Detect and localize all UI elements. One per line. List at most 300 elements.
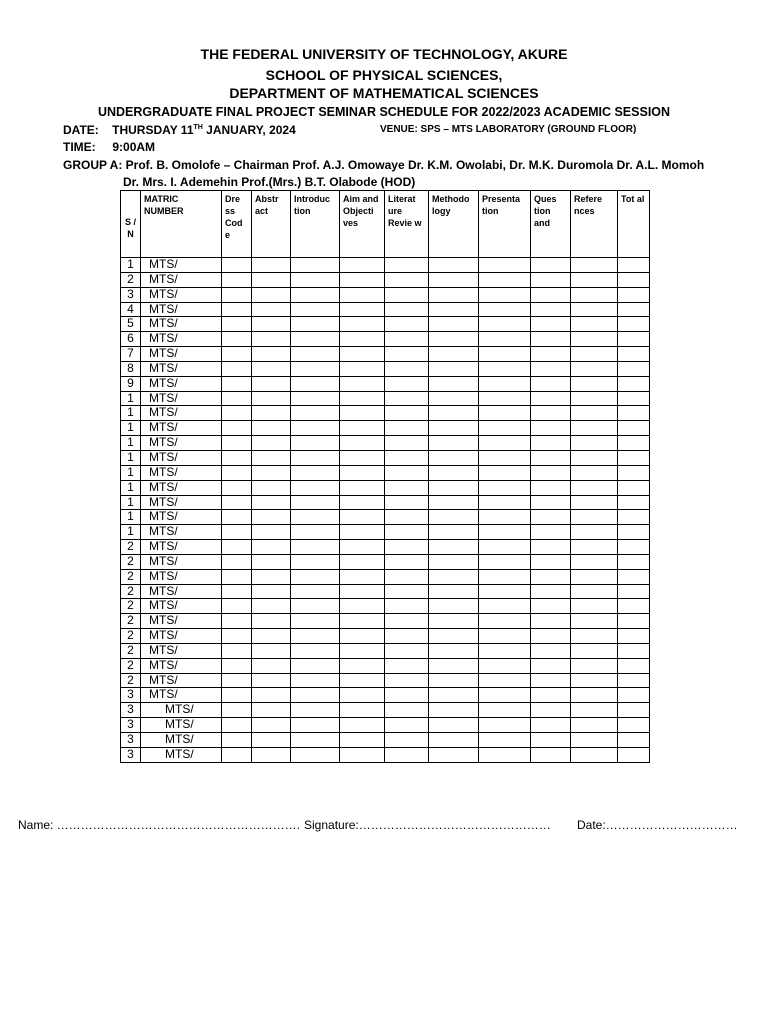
score-cell: [429, 673, 479, 688]
serial-number-cell: 1: [121, 421, 141, 436]
score-cell: [479, 480, 531, 495]
score-cell: [252, 733, 291, 748]
table-row: [121, 480, 650, 495]
score-cell: [252, 525, 291, 540]
score-cell: [252, 287, 291, 302]
score-cell: [340, 718, 385, 733]
score-cell: [222, 495, 252, 510]
score-cell: [429, 733, 479, 748]
venue: VENUE: SPS – MTS LABORATORY (GROUND FLOOR): [380, 124, 637, 135]
score-cell: [222, 391, 252, 406]
score-cell: [479, 406, 531, 421]
column-header: Tot al: [618, 191, 650, 258]
score-cell: [531, 332, 571, 347]
score-cell: [429, 287, 479, 302]
score-cell: [291, 450, 340, 465]
score-cell: [385, 510, 429, 525]
score-cell: [479, 525, 531, 540]
score-cell: [479, 747, 531, 762]
score-cell: [531, 747, 571, 762]
score-cell: [252, 569, 291, 584]
score-cell: [340, 525, 385, 540]
serial-number-cell: 2: [121, 643, 141, 658]
score-cell: [385, 614, 429, 629]
score-cell: [222, 658, 252, 673]
score-cell: [531, 584, 571, 599]
table-row: [121, 540, 650, 555]
column-header: Abstr act: [252, 191, 291, 258]
score-cell: [340, 703, 385, 718]
serial-number-cell: 2: [121, 614, 141, 629]
column-header: Presenta tion: [479, 191, 531, 258]
serial-number-cell: 1: [121, 495, 141, 510]
table-row: [121, 495, 650, 510]
score-cell: [291, 688, 340, 703]
serial-number-cell: 1: [121, 258, 141, 273]
matric-number-cell: MTS/: [141, 465, 222, 480]
score-cell: [429, 361, 479, 376]
column-header: Dre ss Cod e: [222, 191, 252, 258]
score-cell: [222, 332, 252, 347]
score-cell: [385, 391, 429, 406]
matric-number-cell: MTS/: [141, 450, 222, 465]
score-cell: [291, 391, 340, 406]
column-header: Aim and Objecti ves: [340, 191, 385, 258]
score-cell: [252, 614, 291, 629]
score-cell: [222, 554, 252, 569]
table-row: [121, 406, 650, 421]
matric-number-cell: MTS/: [141, 688, 222, 703]
score-cell: [618, 361, 650, 376]
score-cell: [291, 569, 340, 584]
score-cell: [385, 287, 429, 302]
score-cell: [252, 465, 291, 480]
score-cell: [222, 450, 252, 465]
matric-number-cell: MTS/: [141, 525, 222, 540]
column-header: Introduc tion: [291, 191, 340, 258]
serial-number-cell: 5: [121, 317, 141, 332]
score-cell: [340, 584, 385, 599]
score-cell: [291, 614, 340, 629]
score-cell: [252, 406, 291, 421]
column-header: Methodo logy: [429, 191, 479, 258]
serial-number-cell: 2: [121, 658, 141, 673]
score-cell: [429, 569, 479, 584]
matric-number-cell: MTS/: [141, 554, 222, 569]
score-cell: [479, 347, 531, 362]
score-cell: [618, 747, 650, 762]
score-cell: [571, 302, 618, 317]
score-cell: [531, 347, 571, 362]
school-title: SCHOOL OF PHYSICAL SCIENCES,: [265, 67, 503, 83]
score-cell: [531, 376, 571, 391]
score-cell: [618, 332, 650, 347]
serial-number-cell: 7: [121, 347, 141, 362]
score-cell: [291, 629, 340, 644]
score-cell: [291, 718, 340, 733]
score-cell: [618, 733, 650, 748]
score-cell: [222, 747, 252, 762]
score-cell: [571, 258, 618, 273]
score-cell: [222, 673, 252, 688]
score-cell: [291, 510, 340, 525]
score-cell: [618, 584, 650, 599]
score-cell: [571, 376, 618, 391]
score-cell: [385, 747, 429, 762]
score-cell: [429, 347, 479, 362]
score-cell: [252, 495, 291, 510]
score-cell: [618, 525, 650, 540]
score-cell: [385, 332, 429, 347]
score-cell: [222, 436, 252, 451]
score-cell: [385, 733, 429, 748]
score-cell: [531, 569, 571, 584]
matric-number-cell: MTS/: [141, 599, 222, 614]
score-cell: [385, 436, 429, 451]
score-cell: [531, 258, 571, 273]
score-cell: [479, 599, 531, 614]
table-row: [121, 347, 650, 362]
score-cell: [222, 733, 252, 748]
score-cell: [385, 643, 429, 658]
score-cell: [571, 287, 618, 302]
matric-number-cell: MTS/: [141, 347, 222, 362]
matric-number-cell: MTS/: [141, 733, 222, 748]
time-value: 9:00AM: [112, 140, 156, 154]
score-cell: [291, 658, 340, 673]
table-header-row: [121, 191, 650, 258]
score-cell: [340, 406, 385, 421]
table-row: [121, 599, 650, 614]
score-cell: [385, 406, 429, 421]
score-cell: [618, 688, 650, 703]
score-cell: [340, 347, 385, 362]
score-cell: [618, 406, 650, 421]
score-cell: [571, 599, 618, 614]
score-cell: [252, 510, 291, 525]
score-cell: [618, 302, 650, 317]
score-cell: [479, 421, 531, 436]
column-header: Refere nces: [571, 191, 618, 258]
matric-number-cell: MTS/: [141, 391, 222, 406]
score-cell: [618, 540, 650, 555]
score-cell: [571, 569, 618, 584]
score-cell: [291, 540, 340, 555]
score-cell: [252, 258, 291, 273]
time-label: TIME:: [63, 140, 96, 154]
score-cell: [618, 287, 650, 302]
table-row: [121, 554, 650, 569]
score-cell: [291, 599, 340, 614]
score-cell: [222, 421, 252, 436]
score-cell: [531, 465, 571, 480]
score-cell: [531, 614, 571, 629]
score-cell: [429, 614, 479, 629]
serial-number-cell: 2: [121, 584, 141, 599]
score-cell: [385, 629, 429, 644]
score-cell: [385, 658, 429, 673]
score-cell: [571, 525, 618, 540]
score-cell: [291, 272, 340, 287]
score-cell: [571, 614, 618, 629]
table-row: [121, 718, 650, 733]
score-cell: [571, 554, 618, 569]
score-cell: [479, 465, 531, 480]
score-cell: [222, 406, 252, 421]
serial-number-cell: 3: [121, 718, 141, 733]
score-cell: [252, 421, 291, 436]
score-cell: [479, 450, 531, 465]
group-panel-line1: GROUP A: Prof. B. Omolofe – Chairman Prof. A.J. Omowaye Dr. K.M. Owolabi, Dr. M.K. Duromola Dr. A.L. Momoh: [63, 158, 705, 172]
score-cell: [222, 317, 252, 332]
serial-number-cell: 2: [121, 599, 141, 614]
score-cell: [571, 718, 618, 733]
score-cell: [429, 495, 479, 510]
serial-number-cell: 1: [121, 510, 141, 525]
score-cell: [571, 540, 618, 555]
score-cell: [571, 332, 618, 347]
score-cell: [222, 465, 252, 480]
score-cell: [618, 629, 650, 644]
score-cell: [531, 450, 571, 465]
score-cell: [385, 258, 429, 273]
score-cell: [222, 629, 252, 644]
score-cell: [618, 718, 650, 733]
group-panel-line2: Dr. Mrs. I. Ademehin Prof.(Mrs.) B.T. Olabode (HOD): [123, 175, 416, 189]
matric-number-cell: MTS/: [141, 258, 222, 273]
matric-number-cell: MTS/: [141, 317, 222, 332]
score-cell: [429, 450, 479, 465]
score-cell: [291, 302, 340, 317]
matric-number-cell: MTS/: [141, 747, 222, 762]
score-cell: [531, 436, 571, 451]
score-cell: [385, 569, 429, 584]
score-cell: [340, 629, 385, 644]
table-row: [121, 525, 650, 540]
score-cell: [385, 540, 429, 555]
score-cell: [479, 510, 531, 525]
score-cell: [340, 480, 385, 495]
score-cell: [429, 465, 479, 480]
score-cell: [340, 272, 385, 287]
score-cell: [618, 376, 650, 391]
score-cell: [618, 673, 650, 688]
table-row: [121, 614, 650, 629]
score-cell: [385, 554, 429, 569]
matric-number-cell: MTS/: [141, 495, 222, 510]
score-cell: [618, 347, 650, 362]
score-cell: [340, 302, 385, 317]
score-cell: [531, 495, 571, 510]
score-cell: [291, 480, 340, 495]
score-cell: [429, 643, 479, 658]
score-cell: [291, 673, 340, 688]
score-cell: [571, 658, 618, 673]
score-cell: [531, 599, 571, 614]
score-cell: [571, 584, 618, 599]
score-cell: [385, 302, 429, 317]
score-cell: [252, 272, 291, 287]
score-cell: [479, 302, 531, 317]
university-title: THE FEDERAL UNIVERSITY OF TECHNOLOGY, AKURE: [200, 46, 568, 62]
score-cell: [429, 302, 479, 317]
serial-number-cell: 8: [121, 361, 141, 376]
score-cell: [531, 525, 571, 540]
score-cell: [340, 361, 385, 376]
score-cell: [252, 361, 291, 376]
score-cell: [385, 347, 429, 362]
serial-number-cell: 1: [121, 436, 141, 451]
score-cell: [385, 480, 429, 495]
score-cell: [340, 599, 385, 614]
score-cell: [531, 317, 571, 332]
score-cell: [252, 347, 291, 362]
score-cell: [429, 272, 479, 287]
score-cell: [429, 258, 479, 273]
score-cell: [291, 317, 340, 332]
score-cell: [479, 703, 531, 718]
score-cell: [385, 584, 429, 599]
table-row: [121, 258, 650, 273]
serial-number-cell: 1: [121, 406, 141, 421]
serial-number-cell: 6: [121, 332, 141, 347]
score-cell: [531, 703, 571, 718]
score-cell: [618, 391, 650, 406]
serial-number-cell: 1: [121, 525, 141, 540]
score-cell: [479, 673, 531, 688]
score-cell: [385, 317, 429, 332]
score-cell: [618, 510, 650, 525]
score-cell: [429, 747, 479, 762]
score-cell: [385, 525, 429, 540]
serial-number-cell: 3: [121, 747, 141, 762]
score-cell: [618, 258, 650, 273]
score-cell: [571, 747, 618, 762]
serial-number-cell: 3: [121, 733, 141, 748]
score-cell: [340, 317, 385, 332]
matric-number-cell: MTS/: [141, 703, 222, 718]
score-cell: [252, 480, 291, 495]
score-cell: [291, 584, 340, 599]
score-cell: [618, 480, 650, 495]
score-cell: [291, 361, 340, 376]
table-row: [121, 272, 650, 287]
serial-number-cell: 2: [121, 673, 141, 688]
score-cell: [252, 376, 291, 391]
score-cell: [429, 525, 479, 540]
score-cell: [429, 376, 479, 391]
score-cell: [252, 317, 291, 332]
score-cell: [571, 361, 618, 376]
score-cell: [222, 703, 252, 718]
score-cell: [429, 703, 479, 718]
score-cell: [618, 599, 650, 614]
table-row: [121, 361, 650, 376]
score-cell: [222, 718, 252, 733]
table-row: [121, 673, 650, 688]
score-cell: [571, 317, 618, 332]
score-cell: [429, 391, 479, 406]
score-cell: [531, 554, 571, 569]
score-cell: [571, 629, 618, 644]
score-cell: [340, 421, 385, 436]
score-cell: [618, 569, 650, 584]
date-field: Date:……………………………: [577, 818, 738, 832]
score-cell: [531, 718, 571, 733]
score-cell: [385, 465, 429, 480]
score-cell: [252, 703, 291, 718]
score-cell: [385, 361, 429, 376]
score-cell: [340, 554, 385, 569]
score-cell: [618, 465, 650, 480]
score-cell: [479, 332, 531, 347]
score-cell: [222, 584, 252, 599]
table-row: [121, 436, 650, 451]
score-cell: [479, 614, 531, 629]
score-cell: [531, 272, 571, 287]
score-cell: [479, 569, 531, 584]
column-header: S / N: [121, 191, 141, 258]
score-cell: [531, 391, 571, 406]
score-cell: [340, 258, 385, 273]
table-row: [121, 465, 650, 480]
score-cell: [252, 584, 291, 599]
table-row: [121, 421, 650, 436]
score-cell: [385, 495, 429, 510]
serial-number-cell: 2: [121, 569, 141, 584]
table-row: [121, 629, 650, 644]
score-cell: [571, 733, 618, 748]
score-cell: [291, 733, 340, 748]
score-cell: [618, 703, 650, 718]
score-cell: [340, 688, 385, 703]
score-cell: [618, 436, 650, 451]
score-cell: [571, 391, 618, 406]
matric-number-cell: MTS/: [141, 673, 222, 688]
matric-number-cell: MTS/: [141, 332, 222, 347]
matric-number-cell: MTS/: [141, 421, 222, 436]
score-cell: [291, 258, 340, 273]
score-cell: [385, 688, 429, 703]
score-cell: [531, 658, 571, 673]
score-cell: [429, 510, 479, 525]
score-cell: [291, 436, 340, 451]
score-cell: [479, 643, 531, 658]
score-cell: [531, 361, 571, 376]
score-cell: [571, 421, 618, 436]
score-cell: [291, 287, 340, 302]
score-cell: [531, 302, 571, 317]
score-cell: [571, 673, 618, 688]
score-cell: [618, 495, 650, 510]
score-cell: [531, 510, 571, 525]
score-cell: [618, 421, 650, 436]
score-cell: [531, 643, 571, 658]
score-cell: [291, 465, 340, 480]
score-cell: [222, 347, 252, 362]
matric-number-cell: MTS/: [141, 569, 222, 584]
score-cell: [340, 643, 385, 658]
score-cell: [385, 599, 429, 614]
serial-number-cell: 3: [121, 688, 141, 703]
score-cell: [429, 332, 479, 347]
score-cell: [479, 287, 531, 302]
matric-number-cell: MTS/: [141, 540, 222, 555]
serial-number-cell: 1: [121, 480, 141, 495]
score-cell: [252, 554, 291, 569]
score-cell: [340, 495, 385, 510]
score-cell: [618, 643, 650, 658]
